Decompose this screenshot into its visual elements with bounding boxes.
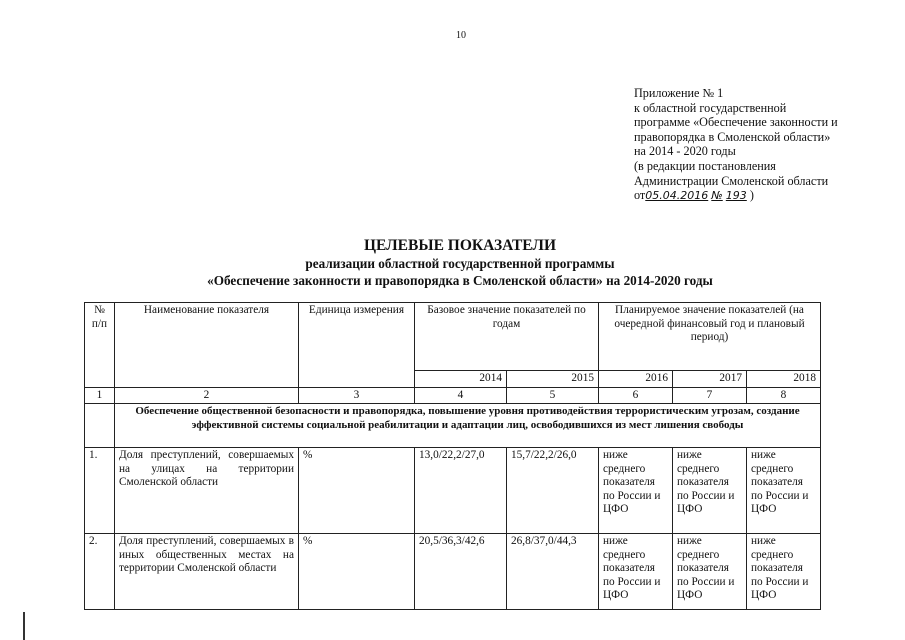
col-number: 8 [747, 387, 821, 404]
appendix-line: к областной государственной [634, 100, 787, 115]
col-number: 6 [599, 387, 673, 404]
header-num: № п/п [85, 303, 115, 388]
col-number: 7 [673, 387, 747, 404]
row-2015: 15,7/22,2/26,0 [507, 448, 599, 534]
appendix-line: Приложение № 1 [634, 86, 724, 100]
header-unit: Единица измерения [299, 303, 415, 388]
header-name: Наименование показателя [115, 303, 299, 388]
handwritten-number-sign: № [711, 189, 723, 203]
year-2018: 2018 [747, 371, 821, 388]
title-main: ЦЕЛЕВЫЕ ПОКАЗАТЕЛИ [363, 237, 557, 254]
appendix-from-line [634, 188, 874, 204]
col-number: 1 [85, 387, 115, 404]
appendix-line: Администрации Смоленской области [634, 173, 829, 188]
appendix-line: на 2014 - 2020 годы [634, 144, 736, 159]
year-2016: 2016 [599, 371, 673, 388]
header-planned: Планируемое значение показателей (на очередной финансовый год и плановый период) [599, 303, 821, 371]
row-2016: ниже среднего показателя по России и ЦФО [599, 534, 673, 610]
indicators-table [84, 302, 821, 610]
row-2017: ниже среднего показателя по России и ЦФО [673, 448, 747, 534]
col-number: 2 [115, 387, 299, 404]
from-suffix: ) [749, 188, 754, 203]
row-unit: % [299, 534, 415, 610]
from-prefix: от [634, 188, 646, 203]
row-2014: 20,5/36,3/42,6 [415, 534, 507, 610]
section-empty-cell [85, 404, 115, 448]
page-number: 10 [456, 30, 466, 41]
document-title [120, 236, 800, 289]
row-name: Доля преступлений, совершаемых на улицах на территории Смоленской области [115, 448, 299, 534]
section-heading: Обеспечение общественной безопасности и правопорядка, повышение уровня противодействия террористическим угрозам, создание эффективной системы социальной реабилитации и адаптации лиц, освободившихся из мест лишения свободы [115, 404, 821, 448]
row-2018: ниже среднего показателя по России и ЦФО [747, 448, 821, 534]
col-number: 5 [507, 387, 599, 404]
handwritten-number: 193 [725, 189, 747, 203]
header-base: Базовое значение показателей по годам [415, 303, 599, 371]
appendix-line: программе «Обеспечение законности и [634, 115, 838, 130]
row-num: 2. [85, 534, 115, 610]
handwritten-date: 05.04.2016 [645, 189, 709, 203]
title-line-3: «Обеспечение законности и правопорядка в Смоленской области» на 2014-2020 годы [207, 273, 713, 288]
row-2014: 13,0/22,2/27,0 [415, 448, 507, 534]
row-2015: 26,8/37,0/44,3 [507, 534, 599, 610]
appendix-note [634, 86, 874, 204]
year-2017: 2017 [673, 371, 747, 388]
row-2016: ниже среднего показателя по России и ЦФО [599, 448, 673, 534]
appendix-line: правопорядка в Смоленской области» [634, 129, 831, 144]
appendix-line: (в редакции постановления [634, 158, 776, 173]
row-2018: ниже среднего показателя по России и ЦФО [747, 534, 821, 610]
scan-margin-line [23, 612, 25, 640]
row-2017: ниже среднего показателя по России и ЦФО [673, 534, 747, 610]
year-2014: 2014 [415, 371, 507, 388]
row-name: Доля преступлений, совершаемых в иных общественных местах на территории Смоленской области [115, 534, 299, 610]
row-unit: % [299, 448, 415, 534]
row-num: 1. [85, 448, 115, 534]
title-line-2: реализации областной государственной программы [305, 256, 615, 271]
year-2015: 2015 [507, 371, 599, 388]
col-number: 4 [415, 387, 507, 404]
col-number: 3 [299, 387, 415, 404]
